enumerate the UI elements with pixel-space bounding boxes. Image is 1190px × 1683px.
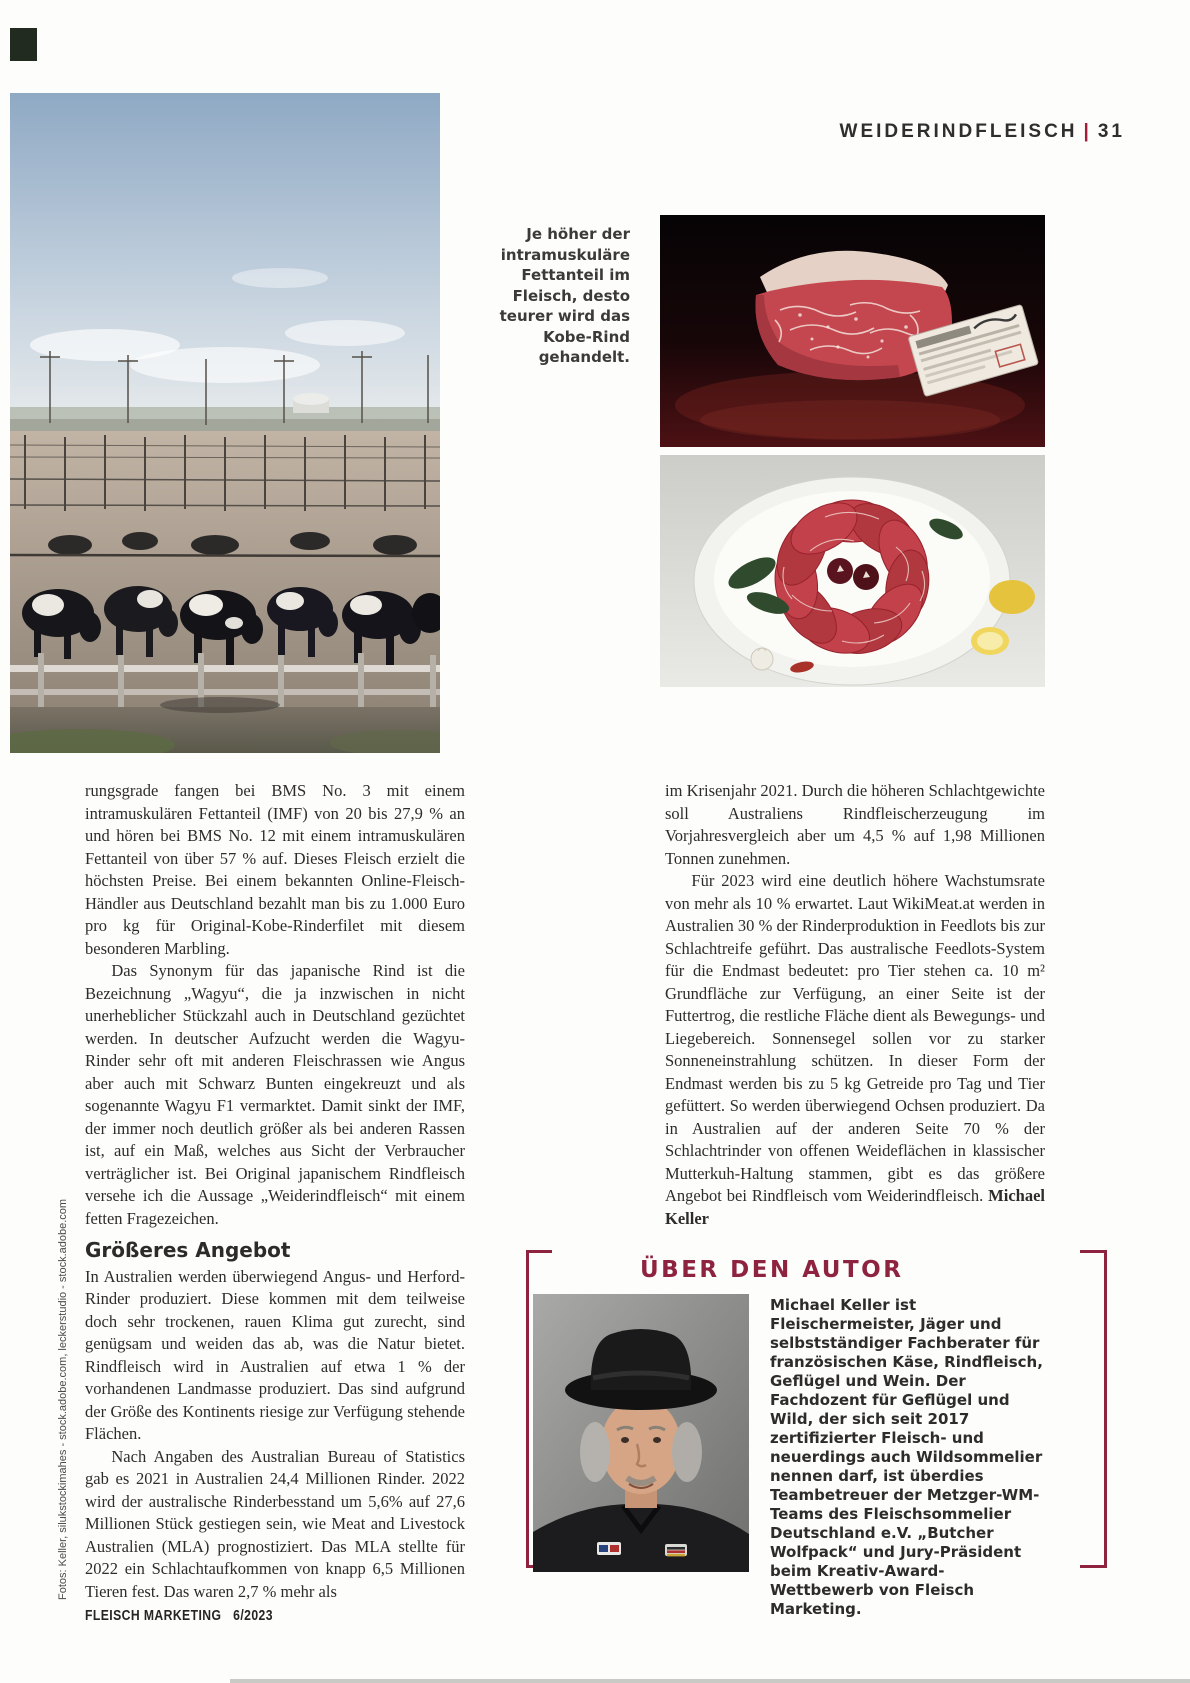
author-box-bracket-left	[526, 1250, 529, 1568]
header-divider: |	[1083, 121, 1092, 142]
section-title: WEIDERINDFLEISCH	[839, 121, 1078, 142]
author-box-title: ÜBER DEN AUTOR	[640, 1257, 904, 1283]
body-paragraph: Das Synonym für das japanische Rind ist die Bezeichnung „Wagyu“, die ja inzwischen in nicht unerheblicher Stückzahl auch in Deutschland gezüchtet werden. In deutscher Aufzucht werden die Wagyu-Rinder sehr oft mit anderen Fleischrassen wie Angus aber auch mit Schwarz Bunten eingekreuzt und als sogenannte Wagyu F1 vermarktet. Damit sinkt der IMF, der immer noch deutlich größer als bei anderen Rassen ist, auf ein Maß, welches aus Sicht der Verbraucher verträglicher ist. Bei Original japanischem Rindfleisch versehe ich die Aussage „Weiderindfleisch“ mit einem fetten Fragezeichen.	[85, 961, 465, 1228]
author-box-bracket-left-top-arm	[526, 1250, 552, 1253]
paragraph-text: Für 2023 wird eine deutlich höhere Wachstumsrate von mehr als 10 % erwartet. Laut WikiMeat.at werden in Australien 30 % der Rinderproduktion in Feedlots bis zur Schlachtreife geführt. Das australische Feedlots-System für die Endmast bedeutet: pro Tier stehen ca. 10 m² Grundfläche zur Verfügung, an einer Seite ist der Futtertrog, die restliche Fläche dient als Bewegungs- und Liegebereich. Sonnensegel sollen vor zu starker Sonneneinstrahlung schützen. In dieser Form der Endmast werden bis zu 5 kg Getreide pro Tag und Tier gefüttert. So werden überwiegend Ochsen produziert. Da in Australien auf der anderen Seite 70 % der Schlachtrinder von offenen Weideflächen in klassischer Mutterkuh-Haltung stammen, gibt es das größere Angebot bei Rindfleisch vom Weiderindfleisch.	[665, 871, 1045, 1205]
author-byline: Michael Keller	[665, 1186, 1045, 1228]
kobe-slices-plate-illustration	[660, 455, 1045, 687]
body-paragraph: rungsgrade fangen bei BMS No. 3 mit einem intramuskulären Fettanteil (IMF) von 20 bis 27,9 % an und hören bei BMS No. 12 mit einem intramuskulären Fettanteil von über 57 % auf. Dieses Fleisch erzielt die höchsten Preise. Bei einem bekannten Online-Fleisch-Händler aus Deutschland bezahlt man bis zu 1.000 Euro pro kg für Original-Kobe-Rinderfilet mit diesem besonderen Marbling.	[85, 781, 465, 958]
photo-caption: Je höher der intramuskuläre Fettanteil im Fleisch, desto teurer wird das Kobe-Rind gehandelt.	[499, 225, 630, 366]
page-corner-mark	[10, 28, 37, 61]
page-footer	[85, 1608, 273, 1624]
cattle-feedlot-photo	[10, 93, 440, 753]
author-box-bracket-right	[1104, 1250, 1107, 1568]
cattle-feedlot-illustration	[10, 93, 440, 753]
author-box-bracket-right-top-arm	[1080, 1250, 1106, 1253]
kobe-steak-photo	[660, 215, 1045, 447]
page-header	[840, 121, 1125, 143]
page-number: 31	[1097, 121, 1125, 142]
article-column-left	[85, 780, 465, 1603]
body-paragraph: Nach Angaben des Australian Bureau of Statistics gab es 2021 in Australien 24,4 Millionen Rinder. 2022 wird der australische Rinderbesstand um 5,6% auf 27,6 Millionen Stück gestiegen sein, wie Meat and Livestock Australien (MLA) prognostiziert. Das MLA stellte für 2022 ein Schlachtaufkommen von knapp 6,5 Millionen Tieren fest. Das waren 2,7 % mehr als	[85, 1446, 465, 1601]
photo-credit: Fotos: Keller, silukstockimahes - stock.adobe.com, leckerstudio - stock.adobe.com	[57, 1198, 69, 1600]
magazine-name: FLEISCH MARKETING	[85, 1608, 222, 1624]
body-paragraph	[665, 870, 1045, 1230]
body-paragraph: In Australien werden überwiegend Angus- und Herford-Rinder produziert. Diese kommen mit dem teilweise doch sehr trockenen, rauen Klima gut zurecht, sind genügsam und weiden das ab, was die Natur bietet. Rindfleisch wird in Australien auf etwa 1 % der vorhandenen Landmasse produziert. Das sind aufgrund der Größe des Kontinents riesige zur Verfügung stehende Flächen.	[85, 1266, 465, 1443]
author-portrait-photo	[533, 1294, 749, 1572]
author-box-bracket-right-bottom-arm	[1080, 1565, 1106, 1568]
kobe-steak-illustration	[660, 215, 1045, 447]
kobe-slices-plate-photo	[660, 455, 1045, 687]
section-subheading: Größeres Angebot	[85, 1238, 291, 1262]
body-paragraph: im Krisenjahr 2021. Durch die höheren Schlachtgewichte soll Australiens Rindfleischerzeugung im Vorjahresvergleich aber um 4,5 % auf 1,98 Millionen Tonnen zunehmen.	[665, 781, 1045, 868]
page-scan-edge	[230, 1679, 1190, 1683]
author-bio-text: Michael Keller ist Fleischermeister, Jäger und selbstständiger Fachberater für französischen Käse, Rindfleisch, Geflügel und Wein. Der Fachdozent für Geflügel und Wild, der sich seit 2017 zertifizierter Fleisch- und neuerdings auch Wildsommelier nennen darf, ist überdies Teambetreuer der Metzger-WM-Teams des Fleischsommelier Deutschland e.V. „Butcher Wolfpack“ und Jury-Präsident beim Kreativ-Award-Wettbewerb von Fleisch Marketing.	[770, 1296, 1043, 1618]
article-column-right	[665, 780, 1045, 1230]
author-portrait-illustration	[533, 1294, 749, 1572]
issue-number: 6/2023	[233, 1608, 273, 1624]
